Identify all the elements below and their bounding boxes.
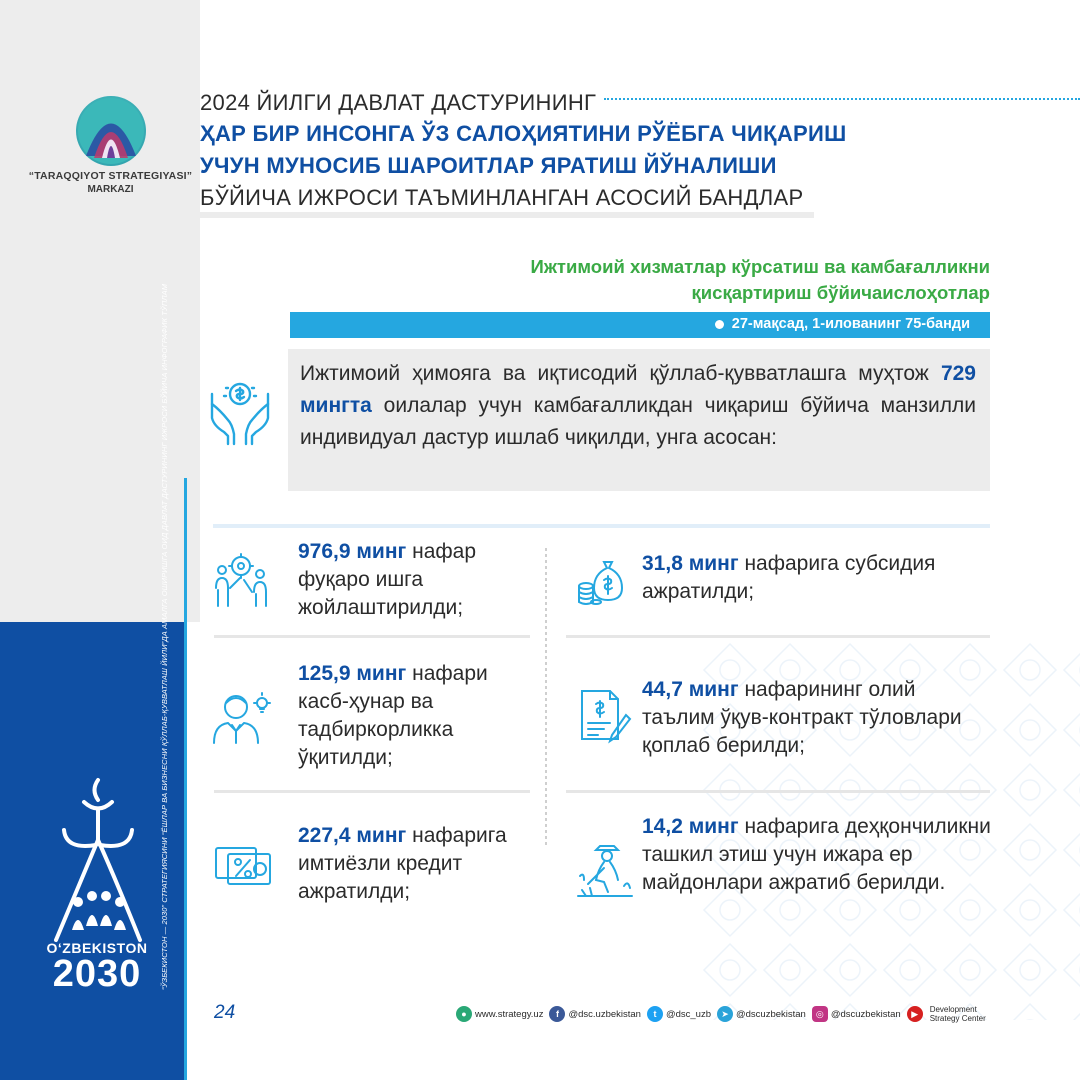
- stat-3-rest: касб-ҳунар ва тадбиркорликка ўқитилди;: [298, 690, 454, 769]
- intro-text: [300, 358, 976, 454]
- facebook-icon: f: [549, 1006, 565, 1022]
- page-header: [200, 88, 1080, 214]
- footer-links: [456, 1005, 986, 1023]
- person-idea-icon: [210, 685, 272, 747]
- hands-money-icon: [206, 374, 274, 446]
- header-dotted-line: [604, 98, 1080, 100]
- stat-4-rest: олий таълим ўқув-контракт тўловлари қоплаб берилди;: [642, 678, 962, 757]
- stat-divider: [214, 790, 530, 793]
- left-panel-top: [0, 0, 200, 622]
- stat-divider: [566, 635, 990, 638]
- stat-divider: [566, 790, 990, 793]
- stat-5-rest: кредит ажратилди;: [298, 852, 463, 903]
- footer-web-text: www.strategy.uz: [475, 1008, 544, 1020]
- stat-4-text: [642, 676, 982, 760]
- stat-1-pre: нафар: [412, 540, 477, 563]
- footer-facebook[interactable]: [549, 1006, 640, 1022]
- org-logo: [28, 96, 193, 195]
- workers-gear-icon: [210, 548, 272, 610]
- stat-6-text: [642, 813, 992, 897]
- stat-5-text: [298, 822, 548, 906]
- intro-highlight: 729 мингта: [300, 362, 976, 417]
- org-logo-emblem: [76, 96, 146, 166]
- telegram-icon: ➤: [717, 1006, 733, 1022]
- footer-instagram[interactable]: [812, 1006, 901, 1022]
- footer-facebook-text: @dsc.uzbekistan: [568, 1008, 641, 1020]
- stat-1-rest: фуқаро ишга жойлаштирилди;: [298, 568, 464, 619]
- header-line1-text: 2024 ЙИЛГИ ДАВЛАТ ДАСТУРИНИНГ: [200, 90, 597, 115]
- twitter-icon: t: [647, 1006, 663, 1022]
- stat-divider: [214, 635, 530, 638]
- footer-web[interactable]: [456, 1006, 543, 1022]
- footer-twitter[interactable]: [647, 1006, 711, 1022]
- stat-1-number: 976,9 минг: [298, 540, 407, 563]
- instagram-icon: ◎: [812, 1006, 828, 1022]
- discount-cash-icon: [212, 834, 274, 896]
- contract-document-icon: [574, 685, 636, 747]
- stat-3-pre: нафари: [412, 662, 488, 685]
- dsc-line1: Development: [929, 1005, 977, 1014]
- stat-1-text: [298, 538, 538, 622]
- column-divider: [545, 548, 547, 848]
- footer-twitter-text: @dsc_uzb: [665, 1008, 711, 1020]
- stats-top-line: [213, 524, 990, 528]
- section-title-line1: Ижтимоий хизматлар кўрсатиш ва камбағалликни: [530, 256, 990, 277]
- footer-telegram[interactable]: [717, 1006, 806, 1022]
- header-line4: БЎЙИЧА ИЖРОСИ ТАЪМИНЛАНГАН АСОСИЙ БАНДЛАР: [200, 185, 804, 210]
- stat-3-text: [298, 660, 538, 772]
- stat-5-number: 227,4 минг: [298, 824, 407, 847]
- youtube-icon: ▶: [907, 1006, 923, 1022]
- left-accent-line: [184, 478, 187, 1080]
- footer-dsc[interactable]: [907, 1005, 986, 1023]
- stat-5-pre: нафарига имтиёзли: [298, 824, 507, 875]
- section-bar-text: 27-мақсад, 1-илованинг 75-банди: [731, 316, 970, 332]
- page-number: 24: [214, 1002, 236, 1023]
- uz-title-line1: O‘ZBEKISTON: [46, 940, 148, 956]
- globe-icon: ●: [456, 1006, 472, 1022]
- farmer-icon: [574, 840, 636, 902]
- org-name: “TARAQQIYOT STRATEGIYASI”: [28, 170, 193, 182]
- stat-3-number: 125,9 минг: [298, 662, 407, 685]
- uz-title-line2: 2030: [52, 953, 142, 995]
- footer-instagram-text: @dscuzbekistan: [830, 1008, 901, 1020]
- stat-4-number: 44,7 минг: [642, 678, 739, 701]
- section-bar: [290, 312, 990, 338]
- stat-2-number: 31,8 минг: [642, 552, 739, 575]
- section-title: [290, 254, 990, 306]
- stat-6-rest: деҳқончиликни ташкил этиш учун ижара ер майдонлари ажратиб берилди.: [642, 815, 991, 894]
- dsc-line2: Strategy Center: [929, 1014, 986, 1023]
- stat-6-number: 14,2 минг: [642, 815, 739, 838]
- header-underline: [200, 212, 814, 218]
- stat-2-text: [642, 550, 982, 606]
- intro-pre: Ижтимоий ҳимояга ва иқтисодий қўллаб-қувватлашга муҳтож: [300, 362, 929, 385]
- money-bag-icon: [574, 548, 636, 610]
- header-line2: ҲАР БИР ИНСОНГА ЎЗ САЛОҲИЯТИНИ РЎЁБГА ЧИҚАРИШ: [200, 121, 847, 146]
- stat-2-rest: субсидия ажратилди;: [642, 552, 936, 603]
- uzbekistan-2030-title: [36, 940, 158, 995]
- section-bar-label: [715, 316, 970, 332]
- dsc-logo-text: [930, 1005, 986, 1023]
- stat-2-pre: нафарига: [744, 552, 839, 575]
- stat-6-pre: нафарига: [744, 815, 839, 838]
- stat-4-pre: нафарининг: [744, 678, 863, 701]
- footer-telegram-text: @dscuzbekistan: [735, 1008, 806, 1020]
- side-caption: “ЎЗБЕКИСТОН — 2030” СТРАТЕГИЯСИНИ “ЁШЛАР ВА БИЗНЕСНИ ҚЎЛЛАБ-ҚУВВАТЛАШ ЙИЛИ”ДА АМАЛГА ОШИРИШГА ОИД ДАВЛАТ ДАСТУРИНИНГ ИЖРОСИ БЎЙИЧА ИНФОГРАФИК ТЎПЛАМ: [160, 283, 169, 990]
- header-line1: [200, 88, 1080, 118]
- header-line3: УЧУН МУНОСИБ ШАРОИТЛАР ЯРАТИШ ЙЎНАЛИШИ: [200, 153, 777, 178]
- section-title-line2: қисқартириш бўйичаислоҳотлар: [691, 282, 990, 303]
- intro-post: оилалар учун камбағалликдан чиқариш бўйича манзилли индивидуал дастур ишлаб чиқилди, унга асосан:: [300, 394, 976, 449]
- org-subname: MARKAZI: [87, 184, 134, 195]
- bullet-icon: [715, 320, 724, 329]
